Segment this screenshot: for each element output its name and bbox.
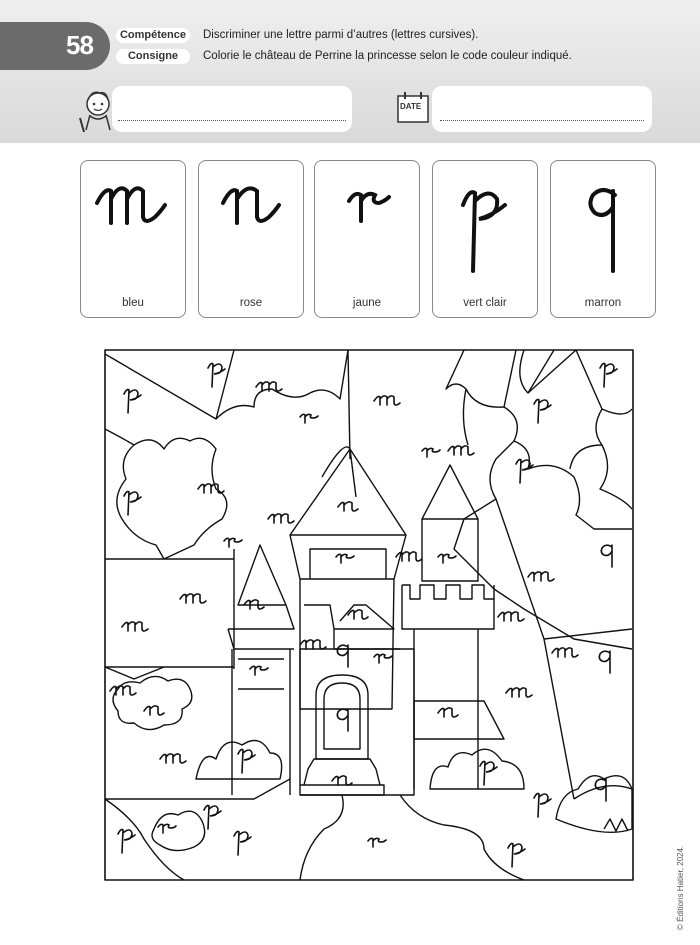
cursive-p-glyph: [433, 161, 537, 281]
consigne-text: Colorie le château de Perrine la princesse selon le code couleur indiqué.: [203, 50, 572, 62]
legend-card-m: [80, 160, 186, 318]
copyright: © Éditions Hatier, 2024.: [676, 845, 685, 930]
cursive-m-glyph: [81, 161, 185, 281]
competence-text: Discriminer une lettre parmi d’autres (lettres cursives).: [203, 29, 479, 41]
legend-color-label: marron: [584, 297, 622, 309]
picture-outlines: [105, 350, 633, 880]
legend-color-label: bleu: [122, 297, 144, 309]
legend-color-label: jaune: [352, 297, 382, 309]
competence-label: Compétence: [116, 28, 190, 43]
cursive-q-glyph: [551, 161, 655, 281]
legend-color-label: vert clair: [463, 297, 507, 309]
cursive-r-glyph: [315, 161, 419, 281]
legend-color-label: rose: [239, 297, 263, 309]
date-label: DATE: [400, 102, 422, 111]
date-field[interactable]: [432, 86, 652, 132]
name-field[interactable]: [112, 86, 352, 132]
cursive-n-glyph: [199, 161, 303, 281]
consigne-label: Consigne: [116, 49, 190, 64]
legend-card-r: [314, 160, 420, 318]
legend-card-p: [432, 160, 538, 318]
castle-coloring-picture[interactable]: [104, 349, 634, 881]
exercise-number-tab: [0, 22, 110, 70]
legend-card-n: [198, 160, 304, 318]
child-avatar-icon: [72, 88, 120, 134]
exercise-number: 58: [66, 30, 93, 60]
legend-card-q: [550, 160, 656, 318]
